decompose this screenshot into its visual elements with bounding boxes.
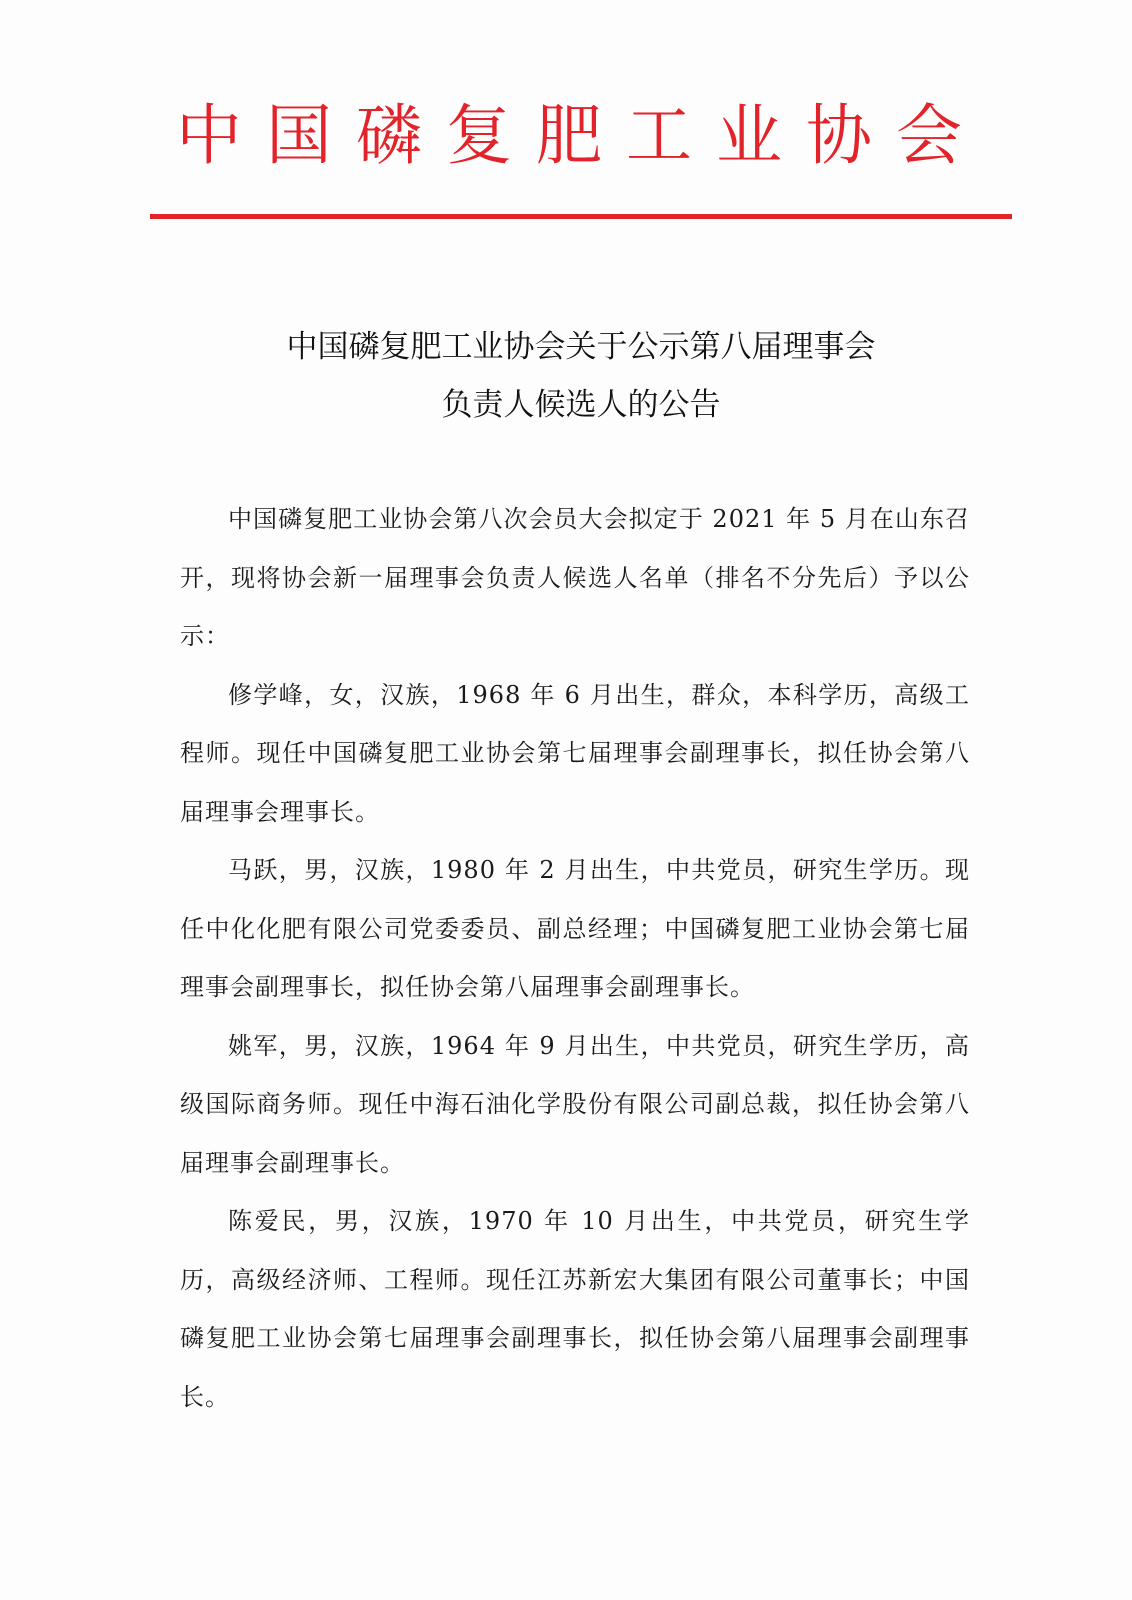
notice-body [180,490,970,1426]
notice-title-line-1: 中国磷复肥工业协会关于公示第八届理事会 [286,329,876,365]
body-paragraph-candidate-1: 修学峰，女，汉族，1968 年 6 月出生，群众，本科学历，高级工程师。现任中国磷复肥工业协会第七届理事会副理事长，拟任协会第八届理事会理事长。 [180,680,970,826]
letterhead-divider-line [150,214,1012,219]
letterhead-org-name: 中国磷复肥工业协会 [176,97,986,174]
notice-title-line-2: 负责人候选人的公告 [441,387,721,423]
notice-title [150,318,1012,434]
body-paragraph-candidate-4: 陈爱民，男，汉族，1970 年 10 月出生，中共党员，研究生学历，高级经济师、工程师。现任江苏新宏大集团有限公司董事长；中国磷复肥工业协会第七届理事会副理事长，拟任协会第八届理事会副理事长。 [180,1207,970,1411]
body-paragraph-intro: 中国磷复肥工业协会第八次会员大会拟定于 2021 年 5 月在山东召开，现将协会新一届理事会负责人候选人名单（排名不分先后）予以公示： [180,505,970,650]
body-paragraph-candidate-2: 马跃，男，汉族，1980 年 2 月出生，中共党员，研究生学历。现任中化化肥有限公司党委委员、副总经理；中国磷复肥工业协会第七届理事会副理事长，拟任协会第八届理事会副理事长。 [180,856,970,1001]
body-paragraph-candidate-3: 姚军，男，汉族，1964 年 9 月出生，中共党员，研究生学历，高级国际商务师。现任中海石油化学股份有限公司副总裁，拟任协会第八届理事会副理事长。 [180,1031,970,1177]
